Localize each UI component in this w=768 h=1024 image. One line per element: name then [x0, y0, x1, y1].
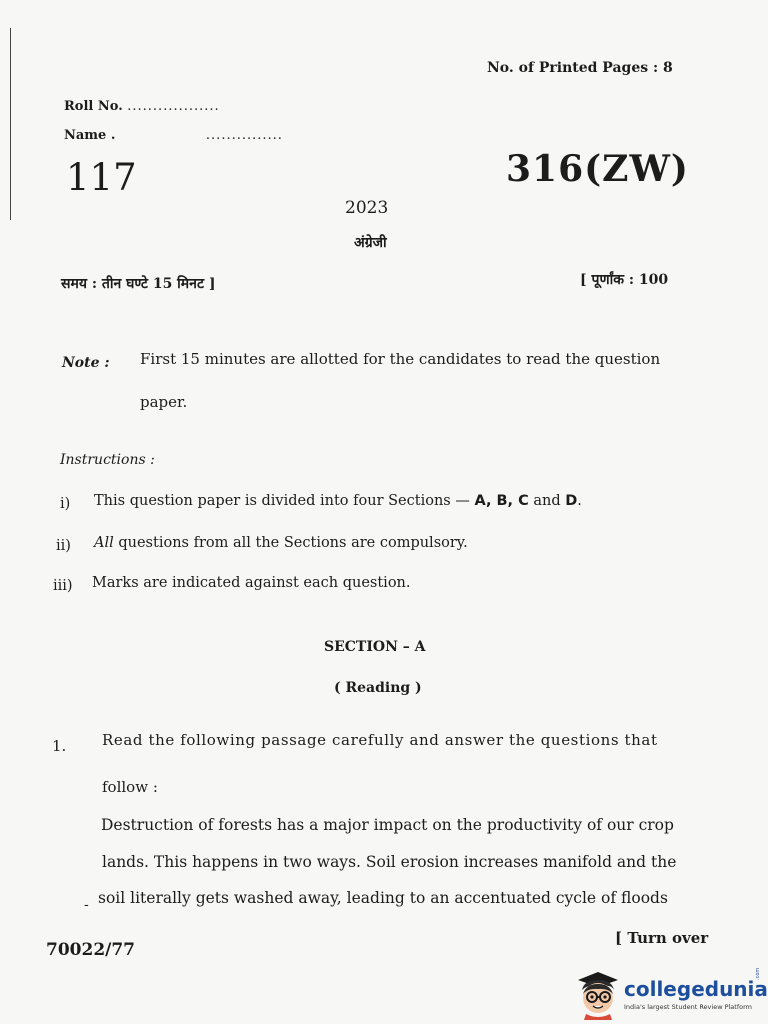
note-line-1: First 15 minutes are allotted for the candidates to read the question — [140, 350, 661, 368]
instruction-1-bold2: D — [565, 493, 578, 509]
instruction-1-bold: A, B, C — [474, 493, 529, 509]
instruction-1-text — [94, 493, 582, 509]
instruction-1-number: i) — [60, 496, 71, 512]
instruction-1-pre: This question paper is divided into four Sections — — [94, 493, 475, 509]
instruction-3-number: iii) — [53, 578, 73, 594]
instruction-3-text: Marks are indicated against each question. — [92, 575, 411, 591]
watermark-tagline: India's largest Student Review Platform — [624, 1003, 752, 1011]
name-label: Name . — [64, 128, 116, 143]
note-line-2: paper. — [140, 393, 188, 411]
footer-code: 70022/77 — [46, 940, 136, 960]
margin-mark: - — [84, 897, 89, 913]
exam-year: 2023 — [345, 198, 389, 218]
roll-no-field — [64, 99, 220, 114]
question-1-line-1: Read the following passage carefully and answer the questions that — [102, 731, 658, 749]
name-field — [64, 128, 283, 143]
instruction-2-italic: All — [94, 535, 114, 551]
instruction-1-post: . — [577, 493, 582, 509]
turn-over: [ Turn over — [615, 929, 709, 947]
passage-line-3: soil literally gets washed away, leading to an accentuated cycle of floods — [98, 889, 668, 907]
instruction-1-mid: and — [528, 493, 566, 509]
name-blank: ............... — [205, 128, 283, 143]
mascot-icon — [572, 966, 622, 1020]
printed-pages: No. of Printed Pages : 8 — [487, 60, 673, 76]
section-title: SECTION – A — [324, 639, 426, 655]
max-marks: [ पूर्णांक : 100 — [580, 272, 669, 288]
instruction-2-number: ii) — [56, 538, 71, 554]
section-subtitle: ( Reading ) — [334, 680, 422, 696]
question-1-line-2: follow : — [102, 778, 158, 796]
paper-serial: 117 — [66, 156, 137, 199]
passage-line-1: Destruction of forests has a major impact on the productivity of our crop — [101, 816, 674, 834]
subject-title: अंग्रेजी — [354, 235, 387, 251]
roll-no-label: Roll No. — [64, 99, 123, 114]
paper-code: 316(ZW) — [506, 148, 689, 190]
instruction-2-text — [94, 535, 468, 551]
watermark-suffix: .com — [755, 967, 761, 980]
time-allowed: समय : तीन घण्टे 15 मिनट ] — [61, 276, 216, 292]
instructions-title: Instructions : — [60, 452, 155, 468]
scan-edge-line — [10, 28, 11, 220]
collegedunia-watermark — [572, 966, 768, 1020]
watermark-brand: collegedunia — [624, 977, 768, 1001]
question-1-number: 1. — [52, 737, 67, 755]
roll-no-blank: .................. — [127, 99, 220, 114]
instruction-2-post: questions from all the Sections are compulsory. — [113, 535, 468, 551]
passage-line-2: lands. This happens in two ways. Soil erosion increases manifold and the — [102, 853, 677, 871]
note-label: Note : — [62, 355, 110, 371]
